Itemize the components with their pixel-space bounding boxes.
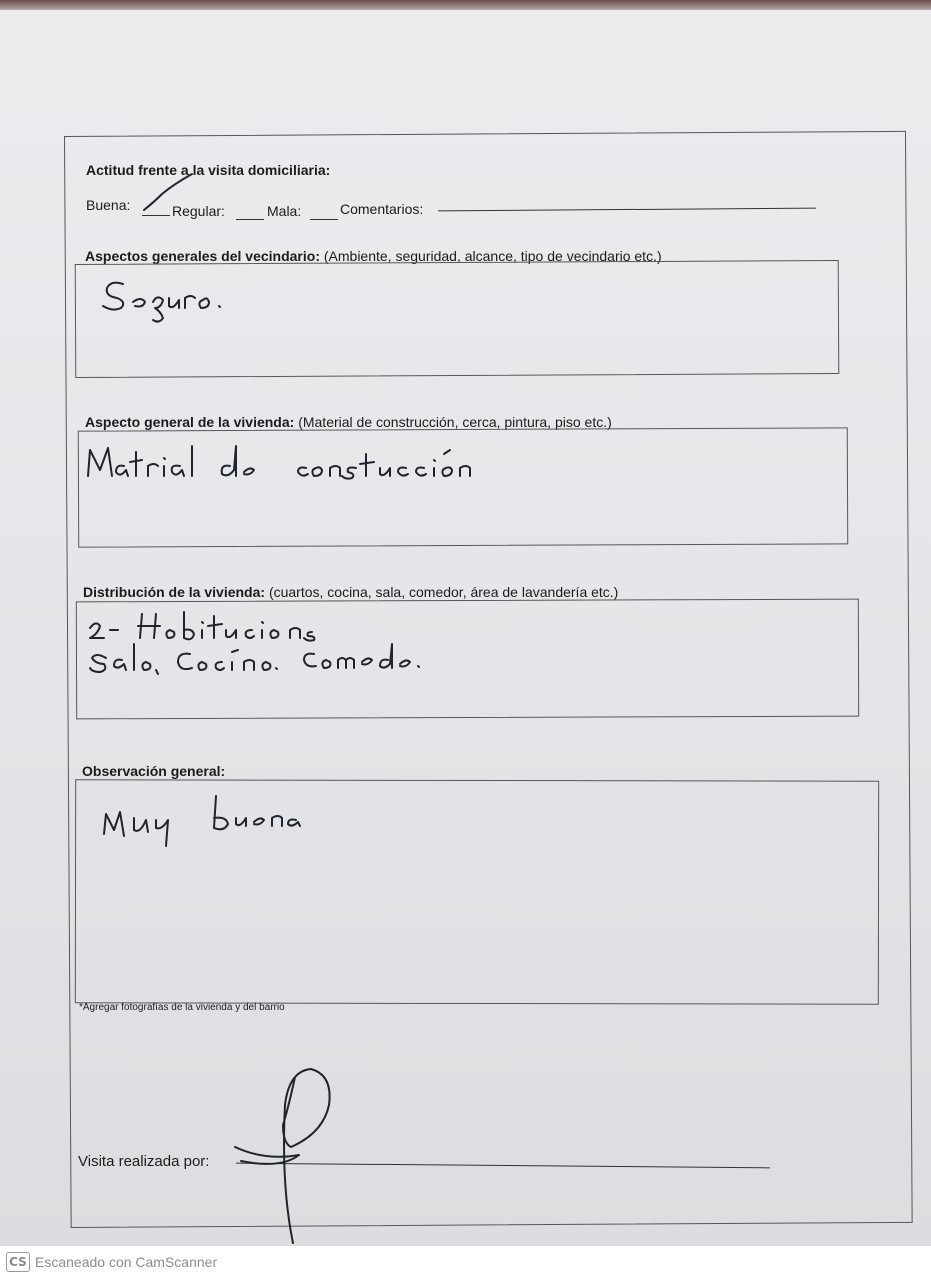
visitor-signature bbox=[225, 1065, 345, 1245]
attitude-regular-line bbox=[236, 219, 264, 220]
visit-by-label: Visita realizada por: bbox=[78, 1153, 210, 1170]
housing-heading bbox=[85, 414, 612, 430]
housing-label: Aspecto general de la vivienda: bbox=[85, 414, 295, 430]
distribution-label: Distribución de la vivienda: bbox=[83, 584, 266, 600]
attitude-bad-label: Mala: bbox=[267, 203, 302, 219]
housing-answer-handwriting bbox=[84, 440, 474, 490]
housing-hint: (Material de construcción, cerca, pintura, piso etc.) bbox=[298, 414, 612, 430]
camscanner-watermark-text: Escaneado con CamScanner bbox=[35, 1254, 218, 1270]
camscanner-logo-icon: CS bbox=[6, 1252, 30, 1272]
attitude-title: Actitud frente a la visita domiciliaria: bbox=[86, 162, 331, 178]
attitude-good-label: Buena: bbox=[86, 197, 131, 213]
neighborhood-label: Aspectos generales del vecindario: bbox=[85, 248, 320, 264]
attitude-regular-label: Regular: bbox=[172, 203, 225, 219]
distribution-hint: (cuartos, cocina, sala, comedor, área de lavandería etc.) bbox=[268, 584, 619, 600]
neighborhood-answer-handwriting bbox=[95, 272, 245, 332]
checkmark-handwritten bbox=[140, 170, 200, 220]
distribution-answer-handwriting bbox=[86, 608, 426, 678]
photos-footnote: *Agregar fotografías de la vivienda y del barrio bbox=[79, 1002, 285, 1013]
observation-label: Observación general: bbox=[82, 763, 226, 779]
attitude-comments-label: Comentarios: bbox=[340, 201, 424, 217]
attitude-bad-line bbox=[310, 219, 338, 220]
distribution-heading bbox=[83, 584, 618, 600]
neighborhood-hint: (Ambiente, seguridad, alcance, tipo de vecindario etc.) bbox=[323, 248, 662, 264]
observation-answer-handwriting bbox=[98, 790, 308, 850]
scanner-footer bbox=[0, 1246, 931, 1280]
